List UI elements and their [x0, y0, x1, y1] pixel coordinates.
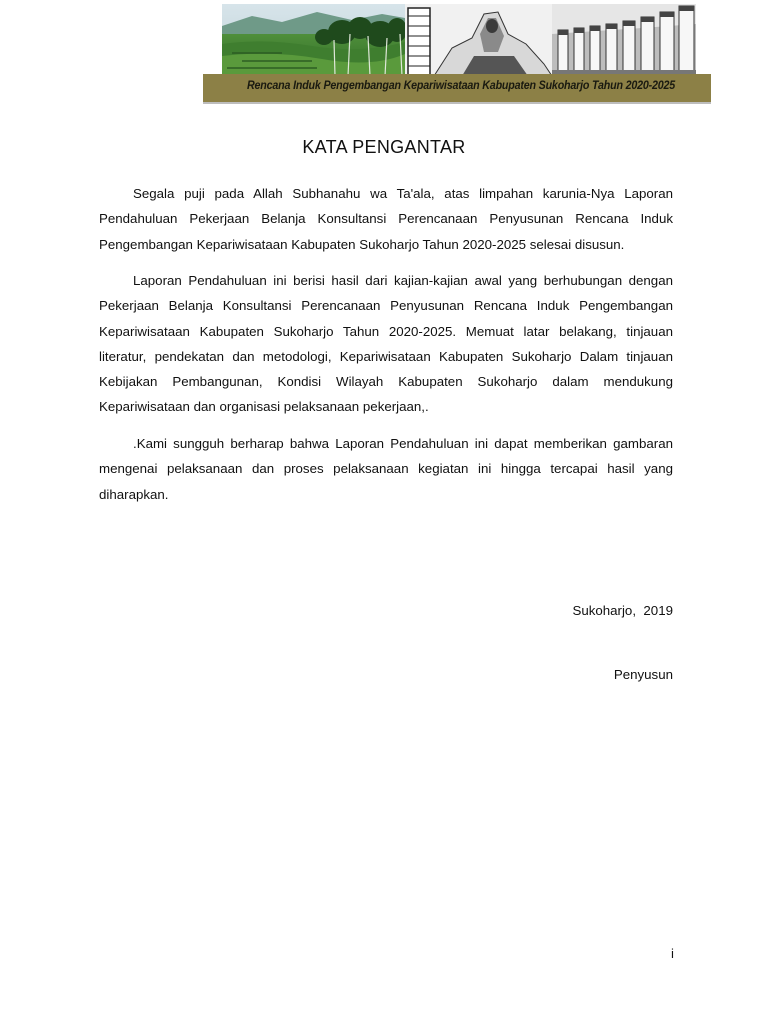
- paragraph-2: Laporan Pendahuluan ini berisi hasil dari kajian-kajian awal yang berhubungan dengan Pekerjaan Belanja Konsultansi Perencanaan Penyusunan Rencana Induk Pengembangan Kepariwisataan Kabupaten Sukoharjo Tahun 2020-2025. Memuat latar belakang, tinjauan literatur, pendekatan dan metodologi, Kepariwisataan Kabupaten Sukoharjo Dalam tinjauan Kebijakan Pembangunan, Kondisi Wilayah Kabupaten Sukoharjo dalam mendukung Kepariwisataan dan organisasi pelaksanaan pekerjaan,.: [99, 273, 673, 415]
- page-title: KATA PENGANTAR: [302, 137, 466, 157]
- header-image: [222, 4, 696, 76]
- header-banner: [203, 74, 711, 104]
- header-banner-text: Rencana Induk Pengembangan Kepariwisataan Kabupaten Sukoharjo Tahun 2020-2025: [247, 80, 676, 92]
- monument-photo: [405, 4, 552, 76]
- landscape-photo: [222, 4, 407, 76]
- place-date: Sukoharjo, 2019: [572, 603, 673, 618]
- paragraph-1: Segala puji pada Allah Subhanahu wa Ta'ala, atas limpahan karunia-Nya Laporan Pendahuluan Pekerjaan Belanja Konsultansi Perencanaan Penyusunan Rencana Induk Pengembangan Kepariwisataan Kabupaten Sukoharjo Tahun 2020-2025 selesai disusun.: [99, 186, 673, 252]
- page-number: i: [671, 946, 674, 961]
- colonnade-photo: [552, 4, 696, 76]
- paragraph-3: .Kami sungguh berharap bahwa Laporan Pendahuluan ini dapat memberikan gambaran mengenai pelaksanaan dan proses pelaksanaan kegiatan ini hingga tercapai hasil yang diharapkan.: [99, 436, 673, 502]
- author-signature: Penyusun: [613, 667, 673, 682]
